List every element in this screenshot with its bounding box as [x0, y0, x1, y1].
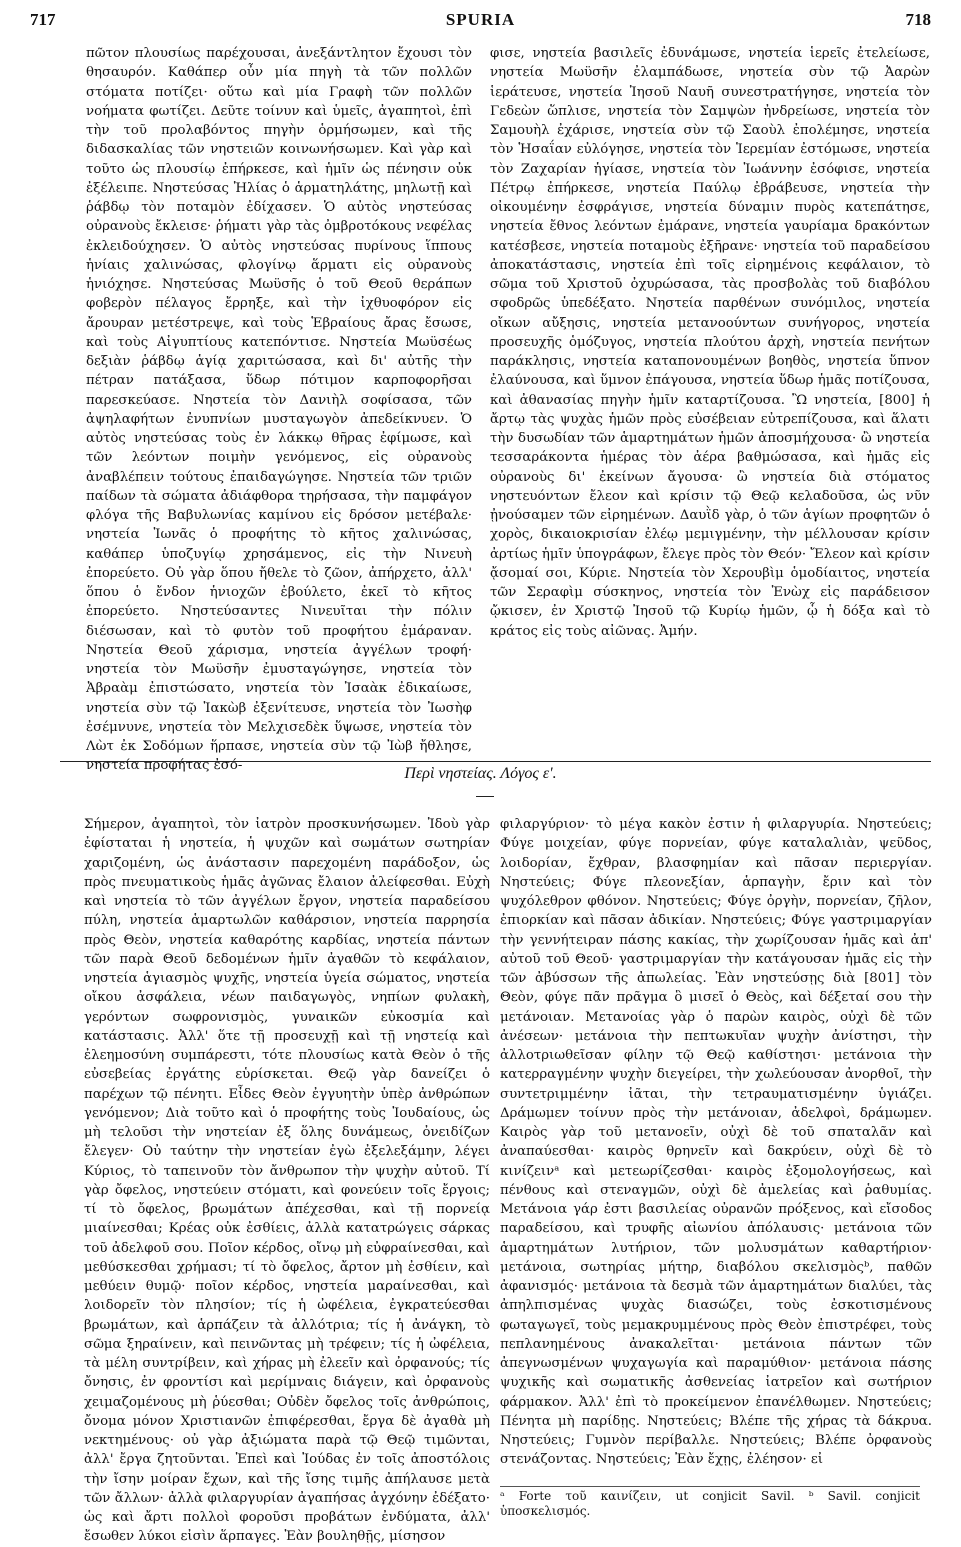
section-title: Περὶ νηστείας. Λόγος ε'.	[404, 765, 557, 782]
section-divider	[60, 761, 931, 762]
text-block: φισε, νηστεία βασιλεῖς ἐδυνάμωσε, νηστεία ἱερεῖς ἐτελείωσε, νηστεία Μωϋσῆν ἐλαμπάδωσε, νηστεία σὺν τῷ Ἀαρὼν ἱεράτευσε, νηστεία Ἰησοῦ Ναυῆ συνεστρατήγησε, νηστεία τὸν Γεδεὼν ὥπλισε, νηστεία τὸν Σαμψὼν ἠνδρείωσε, νηστεία τὸν Σαμουὴλ ἐχάρισε, νηστεία σὺν τῷ Σαοὺλ ἐπολέμησε, νηστεία τὸν Ἡσαΐαν εὐλόγησε, νηστεία τὸν Ἱερεμίαν ἐστόμωσε, νηστεία τὸν Ζαχαρίαν ἡγίασε, νηστεία τὸν Ἰωάννην ἐσόφισε, νηστεία Πέτρῳ ἐπήρκεσε, νηστεία Παύλῳ ἐβράβευσε, νηστεία τὴν οἰκουμένην ἐσφράγισε, νηστεία δύναμιν πυρὸς κατεπάτησε, νηστεία ἔθνος λεόντων ἐμάρανε, νηστεία γαυρίαμα δρακόντων κατέσβεσε, νηστεία ποταμοὺς ἐξῆρανε· νηστεία τοῦ παραδείσου ἀποκατάστασις, νηστεία ἐπὶ τοῖς εἰρημένοις κεφάλαιον, τὸ σῶμα τοῦ Χριστοῦ ὀχυρώσασα, τὰς προσβολὰς τοῦ διαβόλου σφοδρῶς ὑπεδέξατο. Νηστεία παρθένων συνόμιλος, νηστεία οἴκων αὔξησις, νηστεία μετανοούντων συνήγορος, νηστεία προσευχῆς ὁμόζυγος, νηστεία πλούτου ἀρχὴ, νηστεία πενήτων παράκλησις, νηστεία καταπονουμένων βοηθὸς, νηστεία ὕπνον ἐλαύνουσα, καὶ ὕμνον ἐπάγουσα, νηστεία ὕδωρ ἡμᾶς ποτίζουσα, καὶ ἀθανασίας πηγὴν ἡμῖν καταρτίζουσα. Ὢ νηστεία, [800] ἡ ἄρτῳ τὰς ψυχὰς ἡμῶν πρὸς εὐσέβειαν εὐτρεπίζουσα, καὶ ἅλατι τὴν δυσωδίαν τῶν ἁμαρτημάτων ἡμῶν ἀποσμήχουσα· ὢ νηστεία τεσσαράκοντα ἡμέρας τὸν ἀέρα βαθμώσασα, καὶ ἡμᾶς εἰς οὐρανοὺς δι' ἐκείνων ἄγουσα· ὢ νηστεία διὰ στόματος νηστευόντων ἔλεον καὶ κρίσιν τῷ Θεῷ κελαδοῦσα, ὡς νῦν ᾐνούσαμεν τῶν εἰρημένων. Δαυῒδ γὰρ, ὁ τῶν ἁγίων προφητῶν ὁ χορὸς, δικαιοκρισίαν ἐλέῳ μεμιγμένην, τὴν μέλλουσαν κρίσιν ἀρτίως ἡμῖν ὑπογράφων, ἔλεγε πρὸς τὸν Θεόν· Ἔλεον καὶ κρίσιν ᾄσομαί σοι, Κύριε. Νηστεία τὸν Χερουβὶμ ὁμοδίαιτος, νηστεία τῶν Σεραφὶμ σύσκηνος, νηστεία τὸν Ἐνὼχ εἰς παράδεισον ᾤκισεν, ἐν Χριστῷ Ἰησοῦ τῷ Κυρίῳ ἡμῶν, ᾧ ἡ δόξα καὶ τὸ κράτος εἰς τοὺς αἰῶνας. Ἀμήν.	[490, 46, 930, 639]
column-upper-right	[490, 44, 930, 734]
page-header	[30, 10, 931, 38]
column-upper-left	[86, 44, 472, 774]
running-title: SPURIA	[445, 10, 516, 29]
left-page-number: 717	[30, 10, 56, 29]
column-lower-left	[84, 815, 490, 1545]
column-lower-right	[500, 815, 932, 1519]
title-dash	[476, 796, 494, 797]
right-page-number: 718	[905, 10, 931, 29]
text-block: πῶτον πλουσίως παρέχουσαι, ἀνεξάντλητον ἔχουσι τὸν θησαυρόν. Καθάπερ οὖν μία πηγὴ τὰ τῶν πολλῶν στόματα ποτίζει· οὕτω καὶ μία Γραφὴ τῶν πολλῶν νοήματα φωτίζει. Δεῦτε τοίνυν καὶ ὑμεῖς, ἀγαπητοὶ, ἐπὶ τὴν τοῦ προλαβόντος πηγὴν ὁρμήσωμεν, καὶ τῆς διδασκαλίας τῶν νηστειῶν κοινωνήσωμεν. Καὶ γὰρ καὶ τοῦτο ὡς πλουσίῳ ἐπήρκεσε, καὶ ἡμῖν ὡς πένησιν οὐκ ἐξέλειπε. Νηστεύσας Ἠλίας ὁ ἁρματηλάτης, μηλωτῇ καὶ ῥάβδῳ τὸν ποταμὸν ἐδίχασεν. Ὁ αὐτὸς νηστεύσας οὐρανοὺς ἔκλεισε· ῥήματι γὰρ τὰς ὀμβροτόκους νεφέλας ἐκλειδούχησεν. Ὁ αὐτὸς νηστεύσας πυρίνους ἵππους ἡνίαις χαλινώσας, φλογίνῳ ἅρματι εἰς οὐρανοὺς ἡνιόχησε. Νηστεύσας Μωϋσῆς ὁ τοῦ Θεοῦ θεράπων φοβερὸν πέλαγος ἔρρηξε, καὶ τὴν ἰχθυοφόρον εἰς ἄρουραν μετέστρεψε, καὶ τοὺς Ἑβραίους ἄρας ἔσωσε, καὶ τοὺς Αἰγυπτίους κατεπόντισε. Νηστεία Μωϋσέως δεξιὰν ῥάβδῳ ἁγίᾳ χαριτώσασα, καὶ δι' αὐτῆς τὴν πέτραν πατάξασα, ὕδωρ πότιμον καρποφορῆσαι παρεσκεύασε. Νηστεία τὸν Δανιὴλ σοφίσασα, τῶν ἀψηλαφήτων ἐνυπνίων μυσταγωγὸν ἀπεδείκνυεν. Ὁ αὐτὸς νηστεύσας τοὺς ἐν λάκκῳ θῆρας ἐφίμωσε, καὶ τῶν λεόντων ποιμὴν γενόμενος, εἰς οὐρανοὺς ἀναβλέπειν τούτους ἐπαιδαγώγησε. Νηστεία τῶν τριῶν παίδων τὰ σώματα ἀδιάφθορα τηρήσασα, τὴν παμφάγον φλόγα τῆς Βαβυλωνίας καμίνου εἰς δρόσον μετέβαλε· νηστεία Ἰωνᾶς ὁ προφήτης τὸ κῆτος χαλινώσας, καθάπερ ὑποζυγίῳ χρησάμενος, εἰς τὴν Νινευὴ ἐπορεύετο. Οὐ γὰρ ὅπου ἤθελε τὸ ζῶον, ἀπήρχετο, ἀλλ' ὅπου ὁ ἔνδον ἡνιοχῶν ἐβούλετο, ἐκεῖ τὸ κῆτος ἐπορεύετο. Νηστεύσαντες Νινευῖται τὴν πόλιν διέσωσαν, καὶ τὸ φυτὸν τοῦ προφήτου ἐμάραναν. Νηστεία Θεοῦ χάρισμα, νηστεία ἀγγέλων τροφή· νηστεία τὸν Μωϋσῆν ἐμυσταγώγησε, νηστεία τὸν Ἀβραὰμ ἐπιστώσατο, νηστεία τὸν Ἰσαὰκ ἐδικαίωσε, νηστεία σὺν τῷ Ἰακὼβ ἐξενίτευσε, νηστεία τὸν Ἰωσὴφ ἐσέμνυνε, νηστεία τὸν Μελχισεδὲκ ὕψωσε, νηστεία τὸν Λὼτ ἐκ Σοδόμων ἥρπασε, νηστεία σὺν τῷ Ἰὼβ ἤθλησε, νηστεία προφήτας ἐσό-	[86, 46, 472, 774]
text-block: φιλαργύριον· τὸ μέγα κακὸν ἐστιν ἡ φιλαργυρία. Νηστεύεις; Φύγε μοιχείαν, φύγε πορνείαν, φύγε καταλαλιὰν, ψεῦδος, λοιδορίαν, ἔχθραν, βλασφημίαν καὶ πᾶσαν περιεργίαν. Νηστεύεις; Φύγε πλεονεξίαν, ἁρπαγὴν, ἔριν καὶ τὸν ψυχόλεθρον φθόνον. Νηστεύεις; Φύγε ὀργὴν, πορνείαν, ζῆλον, ἐπιορκίαν καὶ πᾶσαν ἀδικίαν. Νηστεύεις; Φύγε γαστριμαργίαν τὴν γεννήτειραν πάσης κακίας, τὴν χωρίζουσαν ἡμᾶς καὶ ἀπ' αὐτοῦ τοῦ Θεοῦ· γαστριμαργίαν τὴν κατάγουσαν ἡμᾶς εἰς τὴν τῶν ἀβύσσων τῆς ἀπωλείας. Ἐὰν νηστεύσῃς διὰ [801] τὸν Θεὸν, φύγε πᾶν πρᾶγμα ὃ μισεῖ ὁ Θεὸς, καὶ δέξεταί σου τὴν μετάνοιαν. Μετανοίας γὰρ ὁ παρὼν καιρὸς, οὐχὶ δὲ τῶν ἀνέσεων· μετάνοια τὴν πεπτωκυῖαν ψυχὴν ἀνίστησι, τὴν ἀλλοτριωθεῖσαν φίλην τῷ Θεῷ καθίστησι· μετάνοια τὴν κατερραγμένην ψυχὴν διεγείρει, τὴν χωλεύουσαν ἀνορθοῖ, τὴν συντετριμμένην ἰᾶται, τὴν τετραυματισμένην ὑγιάζει. Δράμωμεν τοίνυν πρὸς τὴν μετάνοιαν, ἀδελφοὶ, δράμωμεν. Καιρὸς γὰρ τοῦ μετανοεῖν, οὐχὶ δὲ τοῦ σπαταλᾶν καὶ ἀναπαύεσθαι· καιρὸς θρηνεῖν καὶ δακρύειν, οὐχὶ δὲ τὸ κινίζεινᵃ καὶ μετεωρίζεσθαι· καιρὸς ἐξομολογήσεως, καὶ πένθους καὶ στεναγμῶν, οὐχὶ δὲ ἀμελείας καὶ ῥαθυμίας. Μετάνοια γάρ ἐστι βασιλείας οὐρανῶν πρόξενος, καὶ εἴσοδος παραδείσου, καὶ τρυφῆς αἰωνίου ἀπόλαυσις· μετάνοια τῶν ἁμαρτημάτων λυτήριον, τῶν μολυσμάτων καθαρτήριον· μετάνοια, σωτηρίας μήτηρ, διαβόλου σκελισμὸςᵇ, παθῶν ἀφανισμός· μετάνοια τὰ δεσμὰ τῶν ἁμαρτημάτων διαλύει, τὰς ἀπηλπισμένας ψυχὰς διασώζει, τοὺς ἐσκοτισμένους φωταγωγεῖ, τοὺς μεμακρυμμένους πρὸς Θεὸν ἐπιστρέφει, τοὺς πεπλανημένους ἀνακαλεῖται· μετάνοια πάντων τῶν ἀπεγνωσμένων ψυχαγωγία καὶ παραμύθιον· μετάνοια πάσης ψυχικῆς καὶ σωματικῆς ἀσθενείας ἰατρεῖον καὶ σωτήριον φάρμακον. Ἀλλ' ἐπὶ τὸ προκείμενον ἐπανέλθωμεν. Νηστεύεις; Πένητα μὴ παρίδῃς. Νηστεύεις; Βλέπε τῆς χήρας τὰ δάκρυα. Νηστεύεις; Γυμνὸν περίβαλλε. Νηστεύεις; Βλέπε ὀρφανοὺς στενάζοντας. Νηστεύεις; Ἐὰν ἔχῃς, ἐλέησον· εἰ	[500, 817, 932, 1468]
footnotes: ᵃ Forte τοῦ καινίζειν, ut conjicit Savil. ᵇ Savil. conjicit ὑποσκελισμός.	[500, 1486, 920, 1519]
text-block: Σήμερον, ἀγαπητοὶ, τὸν ἰατρὸν προσκυνήσωμεν. Ἰδοὺ γὰρ ἐφίσταται ἡ νηστεία, ἡ ψυχῶν καὶ σωμάτων σωτηρίαν χαριζομένη, ὡς ἀνάστασιν παρεχομένη παράδοξον, ὡς πρὸς πνευματικοὺς ἡμᾶς ἀγῶνας ἔλαιον ἀλείφεσθαι. Εὐχὴ καὶ νηστεία τὸ τῶν ἀγγέλων ἔργον, νηστεία παραδείσου πύλη, νηστεία ἁμαρτωλῶν καθάρσιον, νηστεία παρρησία πρὸς Θεὸν, νηστεία καθαρότης καρδίας, νηστεία πάντων τῶν παρὰ Θεοῦ δεδομένων ἡμῖν ἀγαθῶν τὸ κεφάλαιον, νηστεία ἁγιασμὸς ψυχῆς, νηστεία ὑγεία σώματος, νηστεία οἴκου ἀσφάλεια, νέων παιδαγωγὸς, νηπίων φυλακὴ, γερόντων σωφρονισμὸς, γυναικῶν εὐκοσμία καὶ κατάστασις. Ἀλλ' ὅτε τῇ προσευχῇ καὶ τῇ νηστείᾳ καὶ ἐλεημοσύνη συμπάρεστι, τότε πλουσίως κατὰ Θεὸν ὁ τῆς εὐσεβείας ἐργάτης εὑρίσκεται. Θεῷ γὰρ δανείζει ὁ παρέχων τῷ πένητι. Εἶδες Θεὸν ἐγγυητὴν ὑπὲρ ἀνθρώπων γενόμενον; Διὰ τοῦτο καὶ ὁ προφήτης τοὺς Ἰουδαίους, ὡς μὴ τελοῦσι τὴν νηστείαν ἐξ ὅλης δυνάμεως, ὀνειδίζων ἔλεγεν· Οὐ ταύτην τὴν νηστείαν ἐγὼ ἐξελεξάμην, λέγει Κύριος, τὸ ταπεινοῦν τὸν ἄνθρωπον τὴν ψυχὴν αὐτοῦ. Τί γὰρ ὄφελος, νηστεύειν στόματι, καὶ φονεύειν τοῖς ἔργοις; τί τὸ ὄφελος, βρωμάτων ἀπέχεσθαι, καὶ τῇ πορνείᾳ μιαίνεσθαι; Κρέας οὐκ ἐσθίεις, ἀλλὰ κατατρώγεις σάρκας τοῦ ἀδελφοῦ σου. Ποῖον κέρδος, οἴνῳ μὴ εὐφραίνεσθαι, καὶ μεθύσκεσθαι χρήμασι; τί τὸ ὄφελος, ἄρτον μὴ ἐσθίειν, καὶ μεθύειν θυμῷ· ποῖον κέρδος, νηστεία μαραίνεσθαι, καὶ λοιδορεῖν τὸν πλησίον; τίς ἡ ὠφέλεια, ἐγκρατεύεσθαι βρωμάτων, καὶ ἁρπάζειν τὰ ἀλλότρια; τίς ἡ ἀνάγκη, τὸ σῶμα ξηραίνειν, καὶ πεινῶντας μὴ τρέφειν; τίς ἡ ὠφέλεια, τὰ μέλη συντρίβειν, καὶ χήρας μὴ ἐλεεῖν καὶ ὀρφανούς; τίς ὄνησις, ἐν φροντίσι καὶ μερίμναις διάγειν, καὶ ὀρφανοὺς χειμαζομένους μὴ ῥύεσθαι; Οὐδὲν ὄφελος τοῖς ἀνθρώποις, ὄνομα μόνον Χριστιανῶν ἐπιφέρεσθαι, ἔργα δὲ ἀγαθὰ μὴ νεκτημένους· οὐ γὰρ ἀξιώματα παρὰ τῷ Θεῷ τιμῶνται, ἀλλ' ἔργα ζητοῦνται. Ἐπεὶ καὶ Ἰούδας ἐν τοῖς ἀποστόλοις τὴν ἴσην μοίραν ἔχων, καὶ τῆς ἴσης τιμῆς ἀπήλαυσε μετὰ τῶν ἄλλων· ἀλλὰ φιλαργυρίαν ἀγαπήσας ἀγχόνην ἐδέξατο· ὡς καὶ ἄρτι πολλοὶ φοροῦσι προβάτων ἐνδύματα, ἀλλ' ἔσωθεν λύκοι εἰσὶν ἅρπαγες. Ἐὰν βουληθῇς, μίσησον	[84, 817, 490, 1545]
